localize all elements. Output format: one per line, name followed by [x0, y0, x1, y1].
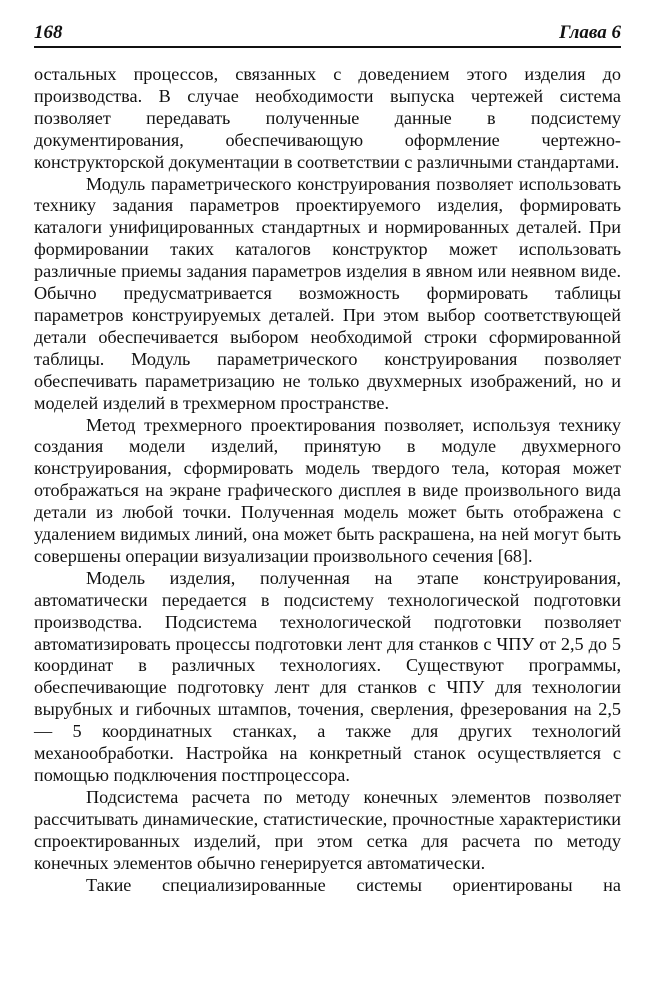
paragraph-technology-preparation: Модель изделия, полученная на этапе конструирования, автоматически передается в подсистему технологической подготовки производства. Подсистема технологической подготовки позволяет автоматизировать процессы подготовки лент для станков с ЧПУ от 2,5 до 5 координат в различных технологиях. Существуют программы, обеспечивающие подготовку лент для станков с ЧПУ для технологии вырубных и гибочных штампов, точения, сверления, фрезерования на 2,5 — 5 координатных станках, а также для других технологий механообработки. Настройка на конкретный станок осуществляется с помощью подключения постпроцессора.: [34, 567, 621, 785]
body-text: [34, 64, 621, 896]
paragraph-continuation: остальных процессов, связанных с доведением этого изделия до производства. В случае необходимости выпуска чертежей система позволяет передавать полученные данные в подсистему документирования, обеспечивающую оформление чертежно-конструкторской документации в соответствии с различными стандартами.: [34, 64, 621, 172]
paragraph-parametric-design: Модуль параметрического конструирования позволяет использовать технику задания параметров проектируемого изделия, формировать каталоги унифицированных стандартных и нормированных деталей. При формировании таких каталогов конструктор может использовать различные приемы задания параметров изделия в явном или неявном виде. Обычно предусматривается возможность формировать таблицы параметров конструируемых деталей. При этом выбор соответствующей детали обеспечивается выбором необходимой строки сформированной таблицы. Модуль параметрического конструирования позволяет обеспечивать параметризацию не только двухмерных изображений, но и моделей изделий в трехмерном пространстве.: [34, 173, 621, 413]
chapter-title: Глава 6: [559, 22, 621, 43]
paragraph-3d-design: Метод трехмерного проектирования позволяет, используя технику создания модели изделий, принятую в модуле двухмерного конструирования, сформировать модель твердого тела, которая может отображаться на экране графического дисплея в виде произвольного вида детали из любой точки. Полученная модель может быть отображена с удалением видимых линий, она может быть раскрашена, на ней могут быть совершены операции визуализации произвольного сечения [68].: [34, 414, 621, 566]
paragraph-finite-elements: Подсистема расчета по методу конечных элементов позволяет рассчитывать динамические, статистические, прочностные характеристики спроектированных изделий, при этом сетка для расчета по методу конечных элементов обычно генерируется автоматически.: [34, 786, 621, 873]
running-header: [34, 22, 621, 48]
page-number: 168: [34, 22, 63, 43]
paragraph-specialized-systems: Такие специализированные системы ориентированы на: [86, 874, 621, 895]
